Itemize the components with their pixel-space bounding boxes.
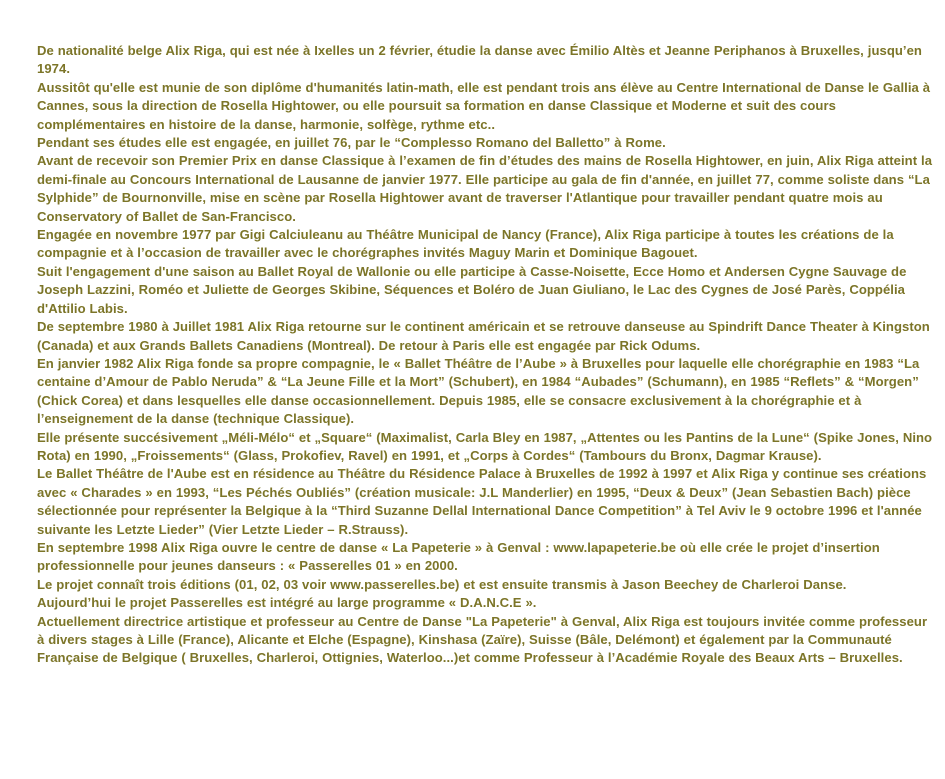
paragraph-rome-engagement: Pendant ses études elle est engagée, en juillet 76, par le “Complesso Romano del Balletto” à Rome. bbox=[37, 135, 666, 151]
paragraph-ballet-aube: En janvier 1982 Alix Riga fonde sa propre compagnie, le « Ballet Théâtre de l’Aube » à Bruxelles pour laquelle elle chorégraphie en 1983 “La centaine d’Amour de Pablo Neruda” & “La Jeune Fille et la Mort” (Schubert), en 1984 “Aubades” (Schumann), en 1985 “Reflets” & “Morgen” (Chick Corea) et dans lesquelles elle danse occasionnellement. Depuis 1985, elle se consacre exclusivement à la chorégraphie et à l’enseignement de la danse (technique Classique). bbox=[37, 355, 920, 427]
paragraph-papeterie: En septembre 1998 Alix Riga ouvre le centre de danse « La Papeterie » à Genval : www.lapapeterie.be où elle crée le projet d’insertion professionnelle pour jeunes danseurs : « Passerelles 01 » en 2000. bbox=[37, 539, 880, 574]
paragraph-nancy: Engagée en novembre 1977 par Gigi Calciuleanu au Théâtre Municipal de Nancy (France), Alix Riga participe à toutes les créations de la compagnie et à l’occasion de travailler avec le chorégraphes invités Maguy Marin et Dominique Bagouet. bbox=[37, 227, 894, 261]
paragraph-wallonie: Suit l'engagement d'une saison au Ballet Royal de Wallonie ou elle participe à Casse-Noisette, Ecce Homo et Andersen Cygne Sauvage de Joseph Lazzini, Roméo et Juliette de Georges Skibine, Séquences et Boléro de Juan Giuliano, le Lac des Cygnes de José Parès, Coppélia d'Attilio Labis. bbox=[37, 263, 907, 316]
paragraph-dance-programme: Aujourd’hui le projet Passerelles est intégré au large programme « D.A.N.C.E ». bbox=[37, 595, 537, 611]
paragraph-premier-prix: Avant de recevoir son Premier Prix en danse Classique à l’examen de fin d’études des mains de Rosella Hightower, en juin, Alix Riga atteint la demi-finale au Concours International de Lausanne de janvier 1977. Elle participe au gala de fin d'année, en juillet 77, comme soliste dans “La Sylphide” de Bournonville, mise en scène par Rosella Hightower avant de traverser l'Atlantique pour travailler pendant quatre mois au Conservatory of Ballet de San-Francisco. bbox=[37, 153, 933, 224]
paragraph-works: Elle présente succésivement „Méli-Mélo“ et „Square“ (Maximalist, Carla Bley en 1987, „Attentes ou les Pantins de la Lune“ (Spike Jones, Nino Rota) en 1990, „Froissements“ (Glass, Prokofiev, Ravel) en 1991, et „Corps à Cordes“ (Tambours du Bronx, Dagmar Krause). bbox=[37, 429, 933, 463]
paragraph-passerelles-editions: Le projet connaît trois éditions (01, 02, 03 voir www.passerelles.be) et est ensuite transmis à Jason Beechey de Charleroi Danse. bbox=[37, 576, 847, 592]
paragraph-america: De septembre 1980 à Juillet 1981 Alix Riga retourne sur le continent américain et se retrouve danseuse au Spindrift Dance Theater à Kingston (Canada) et aux Grands Ballets Canadiens (Montreal). De retour à Paris elle est engagée par Rick Odums. bbox=[37, 319, 930, 353]
paragraph-residence-palace: Le Ballet Théâtre de l'Aube est en résidence au Théâtre du Résidence Palace à Bruxelles de 1992 à 1997 et Alix Riga y continue ses créations avec « Charades » en 1993, “Les Péchés Oubliés” (création musicale: J.L Manderlier) en 1995, “Deux & Deux” (Jean Sebastien Bach) pièce sélectionnée pour représenter la Belgique à la “Third Suzanne Dellal International Dance Competition” à Tel Aviv le 9 octobre 1996 et l'année suivante les Letzte Lieder” (Vier Letzte Lieder – R.Strauss). bbox=[37, 466, 927, 537]
paragraph-cannes-training: Aussitôt qu'elle est munie de son diplôme d'humanités latin-math, elle est pendant trois ans élève au Centre International de Danse le Gallia à Cannes, sous la direction de Rosella Hightower, ou elle poursuit sa formation en danse Classique et Moderne et suit des cours complémentaires en histoire de la danse, harmonie, solfège, rythme etc.. bbox=[37, 79, 931, 132]
biography-text bbox=[37, 42, 937, 668]
paragraph-current-role: Actuellement directrice artistique et professeur au Centre de Danse "La Papeterie" à Genval, Alix Riga est toujours invitée comme professeur à divers stages à Lille (France), Alicante et Elche (Espagne), Kinshasa (Zaïre), Suisse (Bâle, Delémont) et également par la Communauté Française de Belgique ( Bruxelles, Charleroi, Ottignies, Waterloo...)et comme Professeur à l’Académie Royale des Beaux Arts – Bruxelles. bbox=[37, 613, 928, 666]
paragraph-origins: De nationalité belge Alix Riga, qui est née à Ixelles un 2 février, étudie la danse avec Émilio Altès et Jeanne Periphanos à Bruxelles, jusqu’en 1974. bbox=[37, 43, 922, 77]
